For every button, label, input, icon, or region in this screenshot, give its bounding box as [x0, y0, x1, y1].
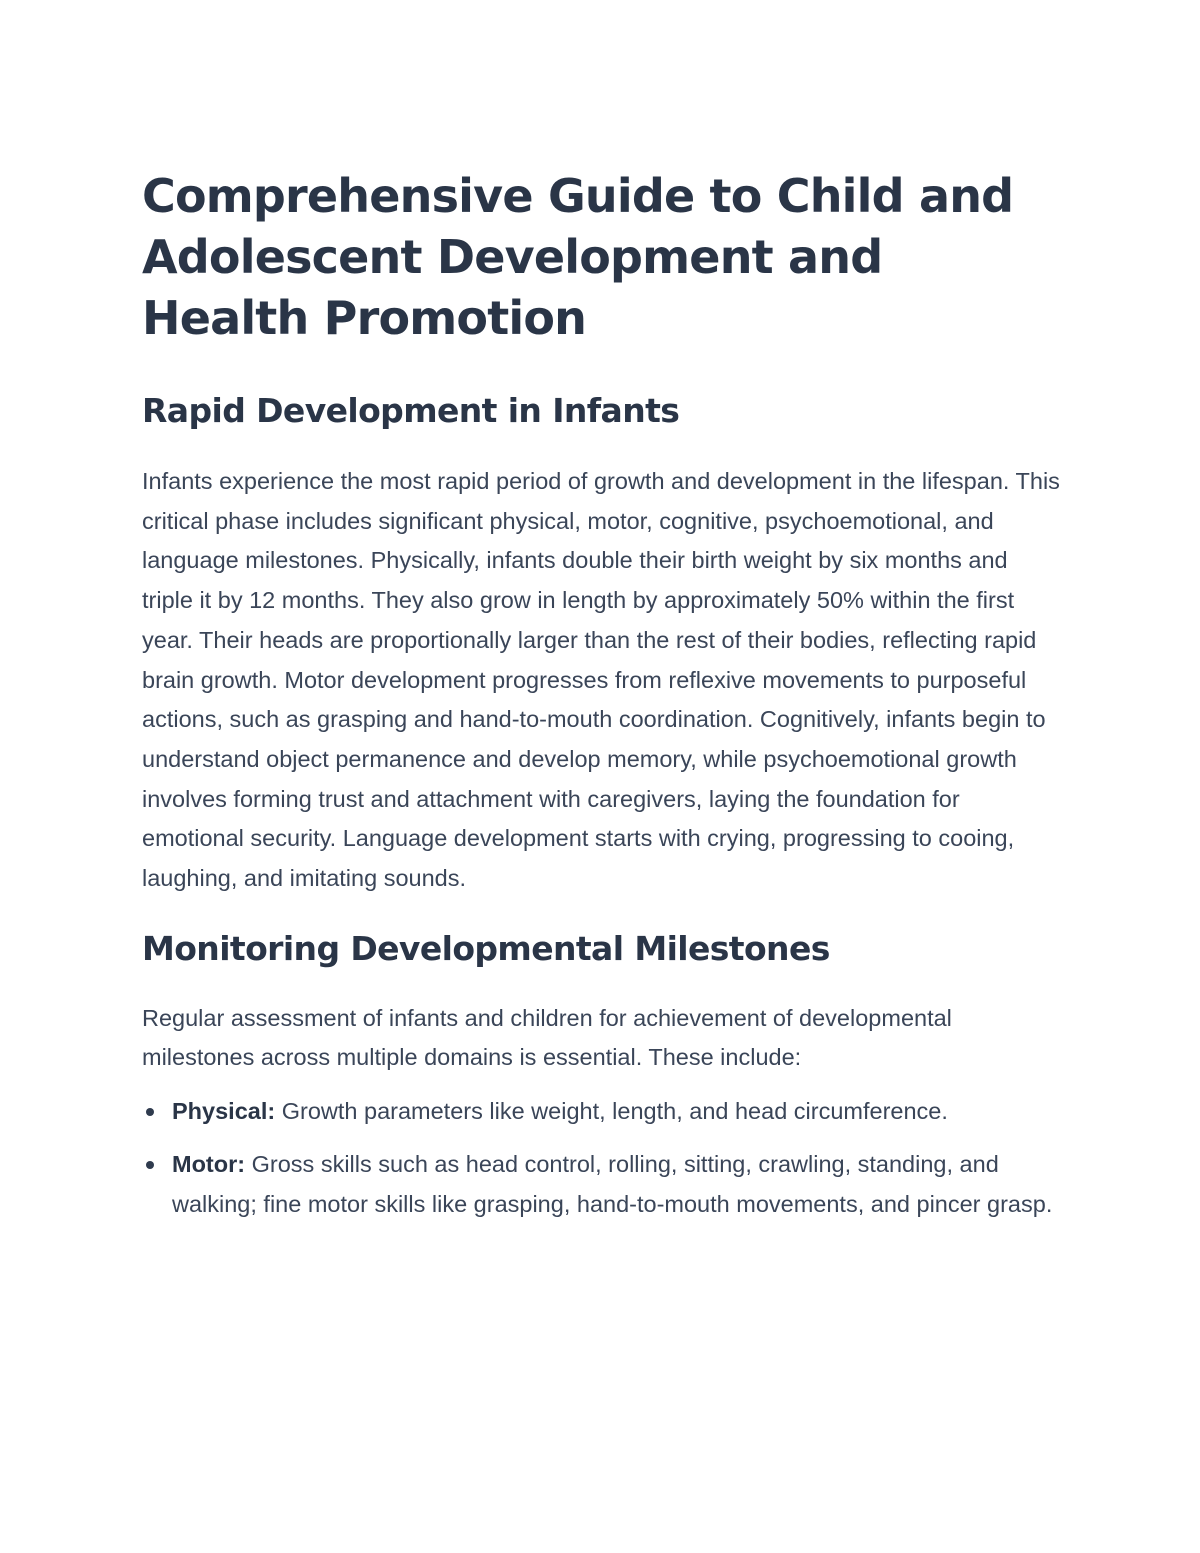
- section-paragraph-rapid-development: Infants experience the most rapid period of growth and development in the lifespan. This critical phase includes significant physical, motor, cognitive, psychoemotional, and language milestones. Physically, infants double their birth weight by six months and triple it by 12 months. They also grow in length by approximately 50% within the first year. Their heads are proportionally larger than the rest of their bodies, reflecting rapid brain growth. Motor development progresses from reflexive movements to purposeful actions, such as grasping and hand-to-mouth coordination. Cognitively, infants begin to understand object permanence and develop memory, while psychoemotional growth involves forming trust and attachment with caregivers, laying the foundation for emotional security. Language development starts with crying, progressing to cooing, laughing, and imitating sounds.: [142, 468, 1060, 892]
- list-item: [142, 1092, 1062, 1132]
- section-paragraph-monitoring-milestones: Regular assessment of infants and children for achievement of developmental milestones across multiple domains is essential. These include:: [142, 1004, 952, 1071]
- document-page: [142, 166, 1062, 1237]
- bullet-icon: [146, 1161, 154, 1169]
- list-item-text: Growth parameters like weight, length, and head circumference.: [275, 1098, 948, 1125]
- milestone-domain-list: [142, 1092, 1062, 1224]
- list-item-term: Motor:: [172, 1150, 246, 1177]
- bullet-icon: [146, 1108, 154, 1116]
- section-heading-monitoring-milestones: Monitoring Developmental Milestones: [142, 928, 830, 968]
- section-heading-rapid-development: Rapid Development in Infants: [142, 391, 680, 430]
- document-title: Comprehensive Guide to Child and Adolescent Development and Health Promotion: [142, 169, 1014, 345]
- list-item: [142, 1145, 1062, 1224]
- list-item-term: Physical:: [172, 1098, 276, 1125]
- list-item-text: Gross skills such as head control, rolling, sitting, crawling, standing, and walking; fine motor skills like grasping, hand-to-mouth movements, and pincer grasp.: [172, 1150, 1053, 1217]
